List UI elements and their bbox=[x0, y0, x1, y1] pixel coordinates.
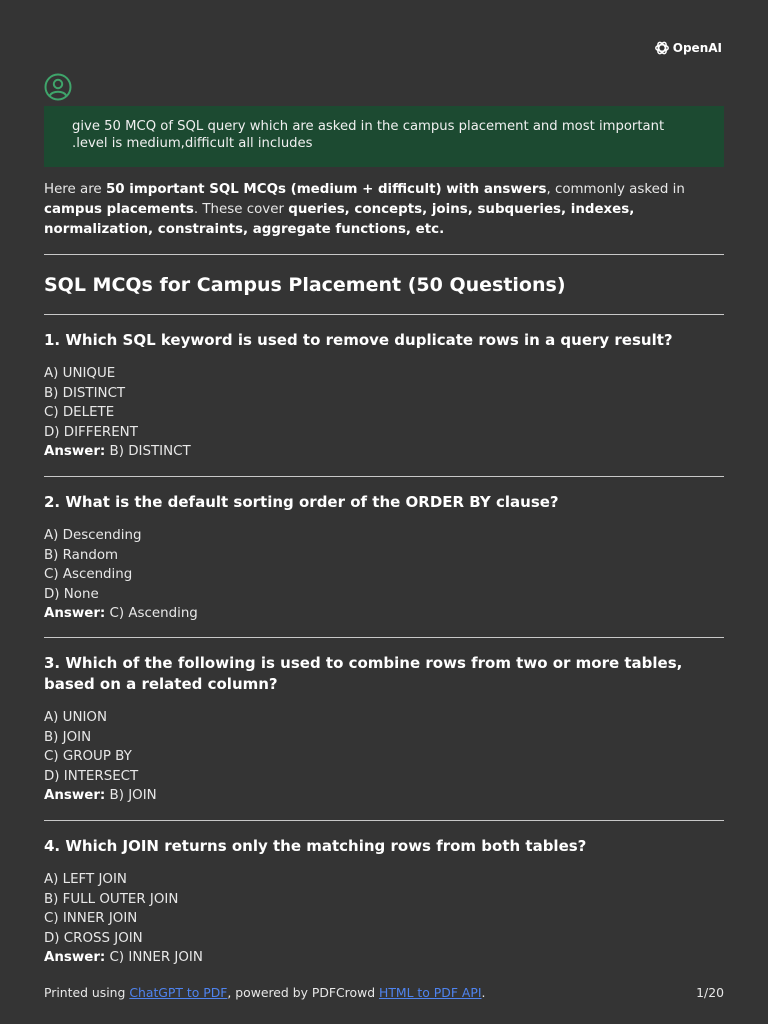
openai-icon bbox=[654, 40, 670, 56]
question-block bbox=[44, 653, 724, 806]
footer-credit bbox=[44, 985, 485, 1000]
question-title: 2. What is the default sorting order of the ORDER BY clause? bbox=[44, 492, 559, 511]
intro-paragraph bbox=[44, 180, 724, 240]
answer-line bbox=[44, 604, 724, 624]
footer-prefix: Printed using bbox=[44, 985, 130, 1000]
answer-line bbox=[44, 786, 724, 806]
chatgpt-to-pdf-link[interactable]: ChatGPT to PDF bbox=[129, 985, 228, 1000]
option-text: B) FULL OUTER JOIN bbox=[44, 891, 179, 907]
openai-logo bbox=[654, 40, 722, 56]
footer-suffix: . bbox=[481, 985, 486, 1000]
answer-label: Answer: bbox=[44, 606, 106, 622]
option-text: D) DIFFERENT bbox=[44, 424, 138, 440]
footer-middle: , powered by PDFCrowd bbox=[227, 985, 380, 1000]
divider bbox=[44, 314, 724, 315]
section-title: SQL MCQs for Campus Placement (50 Questions) bbox=[44, 274, 566, 296]
html-to-pdf-api-link[interactable]: HTML to PDF API bbox=[379, 985, 482, 1000]
answer-value: B) DISTINCT bbox=[109, 444, 191, 460]
divider bbox=[44, 820, 724, 821]
option-text: B) JOIN bbox=[44, 729, 92, 745]
page-footer bbox=[44, 985, 724, 1000]
openai-logo-text: OpenAI bbox=[672, 41, 722, 55]
option-text: D) INTERSECT bbox=[44, 768, 139, 784]
question-block bbox=[44, 492, 724, 624]
user-prompt bbox=[44, 106, 724, 167]
question-block bbox=[44, 836, 724, 968]
option-text: A) UNION bbox=[44, 709, 107, 725]
question-title: 1. Which SQL keyword is used to remove duplicate rows in a query result? bbox=[44, 331, 673, 349]
answer-line bbox=[44, 442, 724, 462]
user-prompt-text: give 50 MCQ of SQL query which are asked in the campus placement and most important .level is medium,difficult all includes bbox=[72, 119, 665, 151]
answer-value: C) Ascending bbox=[109, 606, 198, 622]
option-text: C) INNER JOIN bbox=[44, 911, 138, 927]
divider bbox=[44, 476, 724, 477]
question-block bbox=[44, 330, 724, 462]
option-text: B) Random bbox=[44, 547, 119, 563]
option-text: C) Ascending bbox=[44, 567, 133, 583]
intro-text-2: , commonly asked in bbox=[546, 182, 685, 197]
question-title: 3. Which of the following is used to combine rows from two or more tables, based on a related column? bbox=[44, 653, 683, 693]
intro-text-1: Here are bbox=[44, 182, 106, 197]
intro-bold-1: 50 important SQL MCQs (medium + difficult) with answers bbox=[105, 182, 547, 197]
divider bbox=[44, 637, 724, 638]
option-text: A) LEFT JOIN bbox=[44, 871, 127, 887]
answer-line bbox=[44, 948, 724, 968]
answer-value: B) JOIN bbox=[109, 788, 157, 804]
intro-bold-3: queries, concepts, joins, subqueries, indexes, normalization, constraints, aggregate functions, etc. bbox=[44, 202, 635, 237]
answer-value: C) INNER JOIN bbox=[109, 950, 203, 966]
page-number: 1/20 bbox=[696, 985, 724, 1000]
question-title: 4. Which JOIN returns only the matching rows from both tables? bbox=[44, 836, 587, 855]
option-text: A) Descending bbox=[44, 527, 142, 543]
intro-bold-2: campus placements bbox=[44, 202, 194, 217]
option-text: D) None bbox=[44, 586, 99, 602]
intro-text-3: . These cover bbox=[193, 202, 289, 217]
divider bbox=[44, 254, 724, 255]
answer-label: Answer: bbox=[44, 444, 106, 460]
option-text: C) GROUP BY bbox=[44, 749, 132, 765]
option-text: B) DISTINCT bbox=[44, 385, 126, 401]
answer-label: Answer: bbox=[44, 788, 106, 804]
user-avatar-icon bbox=[44, 73, 72, 101]
option-text: C) DELETE bbox=[44, 405, 115, 421]
option-text: A) UNIQUE bbox=[44, 366, 116, 381]
response-content bbox=[44, 180, 724, 968]
answer-label: Answer: bbox=[44, 950, 106, 966]
option-text: D) CROSS JOIN bbox=[44, 930, 143, 946]
